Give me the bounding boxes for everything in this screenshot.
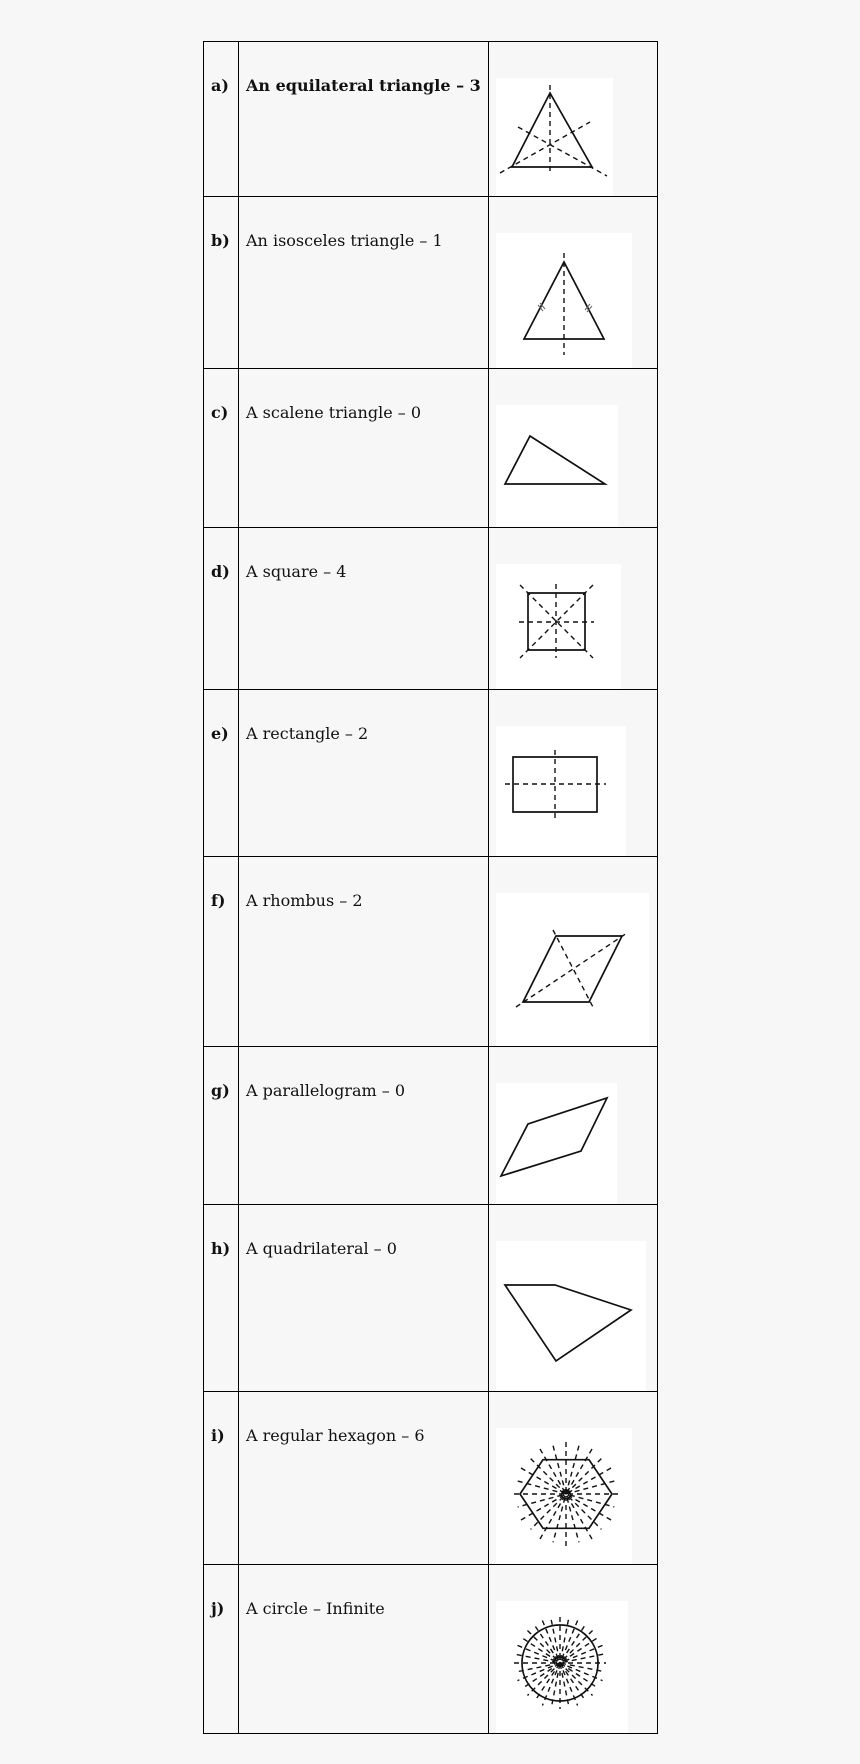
row-text-cell (239, 1565, 489, 1734)
row-label-cell (204, 857, 239, 1047)
row-label-cell (204, 42, 239, 197)
row-label: c) (211, 403, 229, 422)
row-image-cell (489, 857, 658, 1047)
rectangle-icon (496, 726, 626, 856)
rhombus-figure (496, 893, 649, 1046)
table-row (204, 857, 658, 1047)
isosceles-triangle-icon (496, 233, 632, 368)
row-label: e) (211, 724, 229, 743)
scalene-triangle-figure (496, 405, 618, 527)
row-label-cell (204, 369, 239, 528)
equilateral-triangle-icon (496, 78, 613, 196)
row-label-cell (204, 1392, 239, 1565)
row-label-cell (204, 528, 239, 690)
row-label-cell (204, 197, 239, 369)
square-icon (496, 564, 621, 689)
row-label: f) (211, 891, 226, 910)
row-label: i) (211, 1426, 225, 1445)
table-row (204, 528, 658, 690)
quadrilateral-icon (496, 1241, 646, 1391)
row-text: A regular hexagon – 6 (246, 1426, 425, 1445)
row-text-cell (239, 528, 489, 690)
row-text: A rectangle – 2 (246, 724, 369, 743)
table-row (204, 1392, 658, 1565)
row-text-cell (239, 1392, 489, 1565)
row-text: A circle – Infinite (246, 1599, 385, 1618)
row-label-cell (204, 1565, 239, 1734)
row-image-cell (489, 197, 658, 369)
row-text: A quadrilateral – 0 (246, 1239, 397, 1258)
rectangle-figure (496, 726, 626, 856)
row-label-cell (204, 1205, 239, 1392)
regular-hexagon-icon (496, 1428, 632, 1564)
row-image-cell (489, 1047, 658, 1205)
equilateral-triangle-figure (496, 78, 613, 196)
rhombus-icon (496, 893, 649, 1046)
quadrilateral-figure (496, 1241, 646, 1391)
row-text: A square – 4 (246, 562, 347, 581)
parallelogram-icon (496, 1083, 617, 1204)
row-label: h) (211, 1239, 231, 1258)
row-label-cell (204, 690, 239, 857)
row-label: d) (211, 562, 230, 581)
row-label-cell (204, 1047, 239, 1205)
table-row (204, 1205, 658, 1392)
row-text-cell (239, 690, 489, 857)
row-text-cell (239, 1205, 489, 1392)
table-row (204, 197, 658, 369)
row-image-cell (489, 369, 658, 528)
row-text-cell (239, 857, 489, 1047)
row-text-cell (239, 197, 489, 369)
row-image-cell (489, 1392, 658, 1565)
row-text: A parallelogram – 0 (246, 1081, 406, 1100)
table-row (204, 369, 658, 528)
table-row (204, 42, 658, 197)
row-text-cell (239, 1047, 489, 1205)
row-text: A rhombus – 2 (246, 891, 363, 910)
circle-icon (496, 1601, 628, 1733)
row-label: b) (211, 231, 230, 250)
row-image-cell (489, 42, 658, 197)
row-label: g) (211, 1081, 230, 1100)
table-row (204, 1565, 658, 1734)
square-figure (496, 564, 621, 689)
row-text: An isosceles triangle – 1 (246, 231, 443, 250)
scalene-triangle-icon (496, 405, 618, 527)
table-row (204, 690, 658, 857)
symmetry-table (203, 41, 658, 1734)
row-text-cell (239, 42, 489, 197)
row-text: An equilateral triangle – 3 (246, 76, 481, 95)
parallelogram-figure (496, 1083, 617, 1204)
row-image-cell (489, 1565, 658, 1734)
row-text-cell (239, 369, 489, 528)
row-image-cell (489, 1205, 658, 1392)
table-body (204, 42, 658, 1734)
regular-hexagon-figure (496, 1428, 632, 1564)
row-label: j) (211, 1599, 225, 1618)
row-text: A scalene triangle – 0 (246, 403, 422, 422)
row-label: a) (211, 76, 229, 95)
table-row (204, 1047, 658, 1205)
row-image-cell (489, 528, 658, 690)
isosceles-triangle-figure (496, 233, 632, 368)
circle-figure (496, 1601, 628, 1733)
row-image-cell (489, 690, 658, 857)
